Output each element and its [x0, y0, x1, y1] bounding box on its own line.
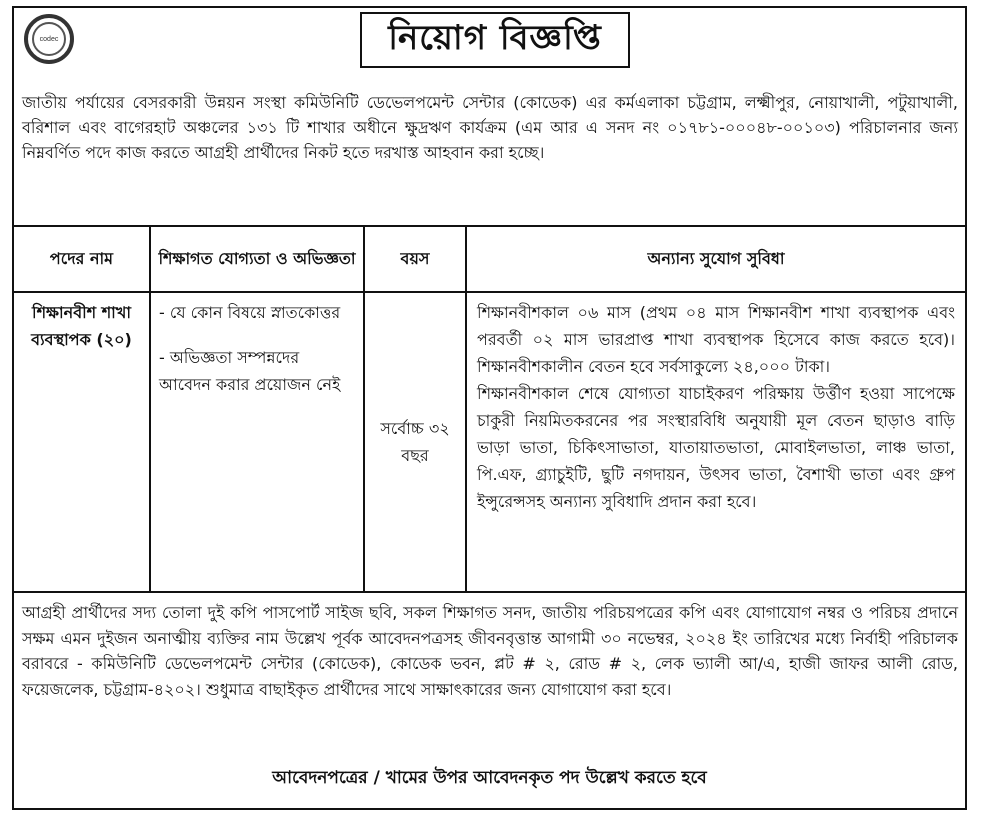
- codec-logo: [24, 14, 74, 64]
- logo-text: codec: [32, 22, 66, 56]
- table-row: [13, 292, 966, 592]
- intro-paragraph: জাতীয় পর্যায়ের বেসরকারী উন্নয়ন সংস্থা কমিউনিটি ডেভেলপমেন্ট সেন্টার (কোডেক) এর কর্মএলাকা চট্টগ্রাম, লক্ষ্মীপুর, নোয়াখালী, পটুয়াখালী, বরিশাল এবং বাগেরহাট অঞ্চলের ১৩১ টি শাখার অধীনে ক্ষুদ্রঋণ কার্যক্রম (এম আর এ সনদ নং ০১৭৮১-০০০৪৮-০০১০৩) পরিচালনার জন্য নিম্নবর্ণিত পদে কাজ করতে আগ্রহী প্রার্থীদের নিকট হতে দরখাস্ত আহবান করা হচ্ছে।: [22, 93, 958, 162]
- header-benefits: অন্যান্য সুযোগ সুবিধা: [466, 226, 966, 292]
- cell-post: শিক্ষানবীশ শাখা ব্যবস্থাপক (২০): [13, 292, 150, 592]
- cell-age: সর্বোচ্চ ৩২ বছর: [364, 292, 466, 592]
- benefits-paragraph: শিক্ষানবীশকাল শেষে যোগ্যতা যাচাইকরণ পরিক্ষায় উর্ত্তীণ হওয়া সাপেক্ষে চাকুরী নিয়মিতকরনের পর সংস্থারবিধি অনুযায়ী মূল বেতন ছাড়াও বাড়ি ভাড়া ভাতা, চিকিৎসাভাতা, যাতায়াতভাতা, মোবাইলভাতা, লাঞ্চ ভাতা, পি.এফ, গ্র্যাচুইটি, ছুটি নগদায়ন, উৎসব ভাতা, বৈশাখী ভাতা এবং গ্রুপ ইন্সুরেন্সসহ অন্যান্য সুবিধাদি প্রদান করা হবে।: [477, 384, 955, 511]
- notice-title: নিয়োগ বিজ্ঞপ্তি: [360, 12, 630, 68]
- cell-benefits: [466, 292, 966, 592]
- envelope-note: আবেদনপত্রের / খামের উপর আবেদনকৃত পদ উল্লেখ করতে হবে: [272, 768, 707, 788]
- header-age: বয়স: [364, 226, 466, 292]
- cell-qualification: [150, 292, 364, 592]
- job-table: [12, 225, 967, 593]
- qualification-item: - যে কোন বিষয়ে স্নাতকোত্তর: [159, 303, 341, 322]
- header-post: পদের নাম: [13, 226, 150, 292]
- application-instructions: আগ্রহী প্রার্থীদের সদ্য তোলা দুই কপি পাসপোর্ট সাইজ ছবি, সকল শিক্ষাগত সনদ, জাতীয় পরিচয়পত্রের কপি এবং যোগাযোগ নম্বর ও পরিচয় প্রদানে সক্ষম এমন দুইজন অনাত্মীয় ব্যক্তির নাম উল্লেখ পূর্বক আবেদনপত্রসহ জীবনবৃত্তান্ত আগামী ৩০ নভেম্বর, ২০২৪ ইং তারিখের মধ্যে নির্বাহী পরিচালক বরাবরে - কমিউনিটি ডেভেলপমেন্ট সেন্টার (কোডেক), কোডেক ভবন, প্লট # ২, রোড # ২, লেক ভ্যালী আ/এ, হাজী জাফর আলী রোড, ফয়েজলেক, চট্টগ্রাম-৪২০২। শুধুমাত্র বাছাইকৃত প্রার্থীদের সাথে সাক্ষাৎকারের জন্য যোগাযোগ করা হবে।: [22, 603, 958, 699]
- qualification-item: - অভিজ্ঞতা সম্পন্নদের আবেদন করার প্রয়োজন নেই: [159, 348, 341, 394]
- table-header-row: [13, 226, 966, 292]
- header-qualification: শিক্ষাগত যোগ্যতা ও অভিজ্ঞতা: [150, 226, 364, 292]
- benefits-paragraph: শিক্ষানবীশকাল ০৬ মাস (প্রথম ০৪ মাস শিক্ষানবীশ শাখা ব্যবস্থাপক এবং পরবর্তী ০২ মাস ভারপ্রাপ্ত শাখা ব্যবস্থাপক হিসেবে কাজ করতে হবে)। শিক্ষানবীশকালীন বেতন হবে সর্বসাকুল্যে ২৪,০০০ টাকা।: [477, 303, 955, 376]
